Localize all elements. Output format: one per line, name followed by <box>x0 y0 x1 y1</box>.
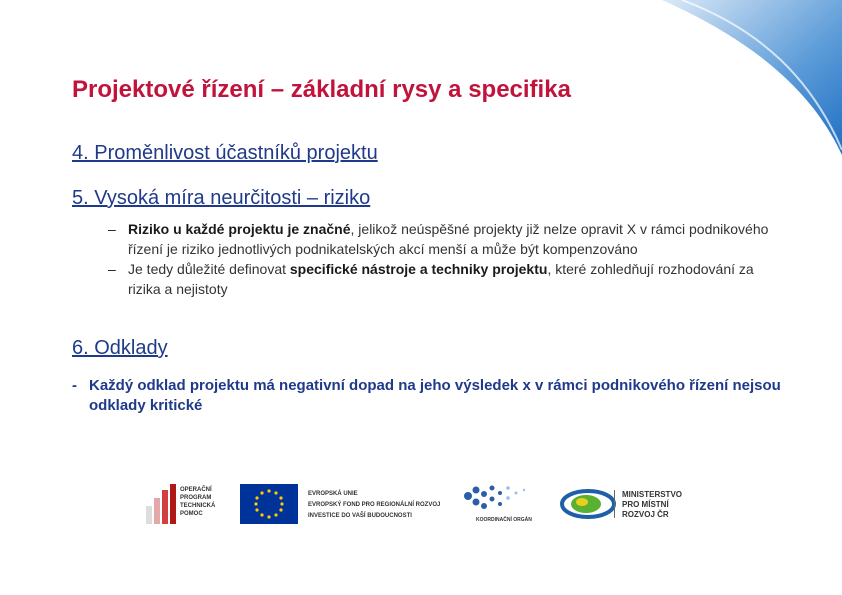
eu-flag-icon <box>240 484 298 524</box>
bullet-2-bold: specifické nástroje a techniky projektu <box>289 261 548 277</box>
item-6-bullet <box>72 376 809 416</box>
heading-item-5: 5. Vysoká míra neurčitosti – riziko <box>72 187 371 209</box>
bullet-dash: – <box>108 221 116 237</box>
bullet-1-text: , jelikož neúspěšné projekty již nelze opravit X v rámci podnikového řízení je riziko jednotlivých podnikatelských akcí menší a může být kompenzováno <box>128 221 769 257</box>
eu-logo-text: EVROPSKÁ UNIE EVROPSKÝ FOND PRO REGIONÁLNÍ ROZVOJ INVESTICE DO VAŠÍ BUDOUCNOSTI <box>308 491 441 519</box>
op-technicka-pomoc-logo <box>146 484 178 524</box>
item-5-bullet-1 <box>108 219 788 259</box>
mmr-logo-icon <box>560 488 616 520</box>
bullet-2-lead: Je tedy důležité definovat <box>128 261 290 277</box>
ko-logo-text: KOORDINAČNÍ ORGÁN <box>476 517 532 523</box>
heading-item-6: 6. Odklady <box>72 337 168 359</box>
item-6-bullet-text: Každý odklad projektu má negativní dopad na jeho výsledek x v rámci podnikového řízení nejsou odklady kritické <box>89 377 781 414</box>
mmr-logo-text: MINISTERSTVO PRO MÍSTNÍ ROZVOJ ČR <box>622 490 683 519</box>
slide-title: Projektové řízení – základní rysy a specifika <box>72 76 571 103</box>
corner-swoosh-decoration <box>662 0 842 160</box>
koordinacni-organ-logo <box>462 482 532 516</box>
item-5-bullet-list <box>108 219 788 299</box>
logo-strip <box>140 478 720 534</box>
bullet-dash: – <box>108 261 116 277</box>
bullet-dash: - <box>72 377 77 394</box>
item-5-bullet-2 <box>108 259 788 299</box>
op-logo-text: OPERAČNÍ PROGRAM TECHNICKÁ POMOC <box>180 487 216 517</box>
bullet-2-text: , které zohledňují rozhodování za rizika a nejistoty <box>128 261 754 297</box>
mmr-divider <box>614 490 615 518</box>
heading-item-4: 4. Proměnlivost účastníků projektu <box>72 142 378 164</box>
bullet-1-bold-lead: Riziko u každé projektu je značné <box>128 221 351 237</box>
